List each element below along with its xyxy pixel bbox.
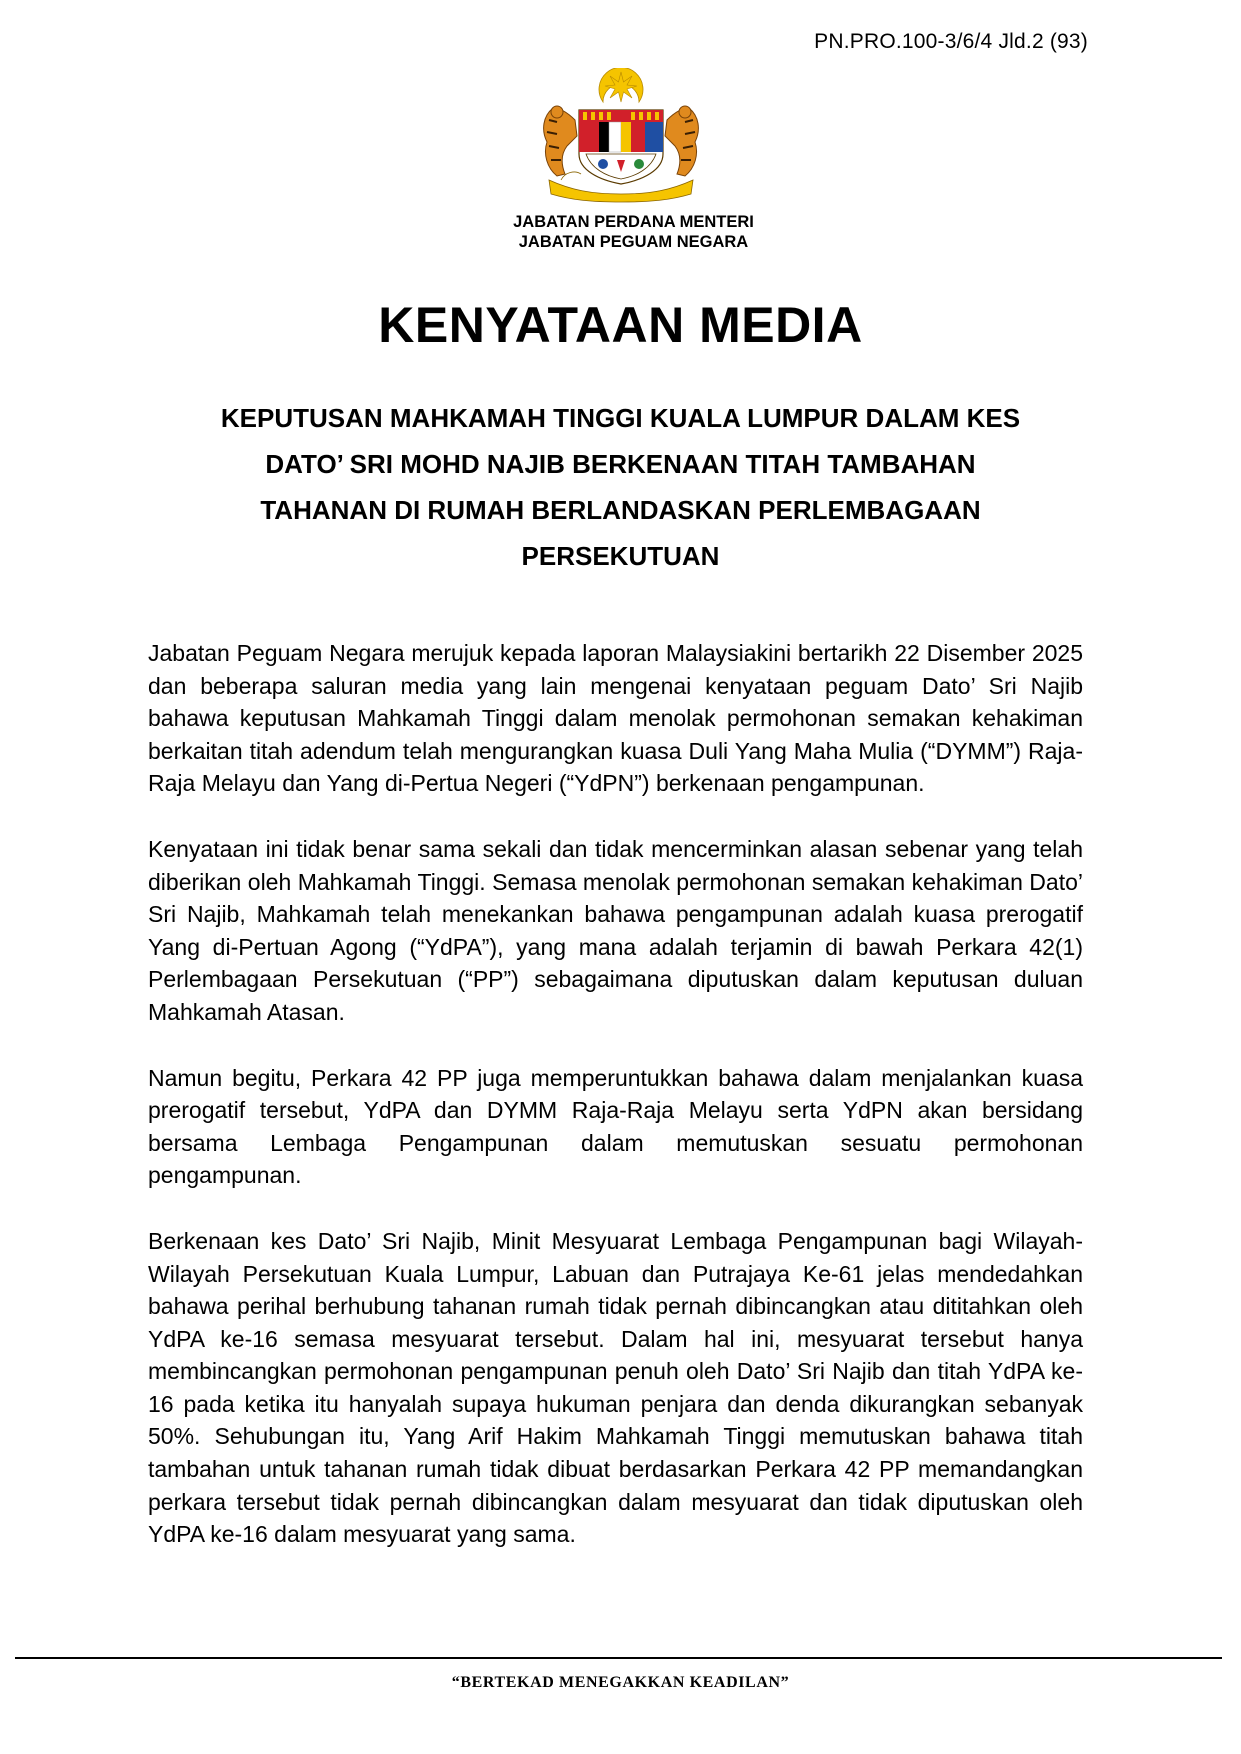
body-paragraph: Namun begitu, Perkara 42 PP juga memperuntukkan bahawa dalam menjalankan kuasa prerogatif tersebut, YdPA dan DYMM Raja-Raja Melayu serta YdPN akan bersidang bersama Lembaga Pengampunan dalam memutuskan sesuatu permohonan pengampunan. xyxy=(148,1064,1083,1189)
coat-of-arms-icon xyxy=(531,68,711,203)
reference-number: PN.PRO.100-3/6/4 Jld.2 (93) xyxy=(814,30,1088,53)
body-paragraph: Kenyataan ini tidak benar sama sekali dan tidak mencerminkan alasan sebenar yang telah diberikan oleh Mahkamah Tinggi. Semasa menolak permohonan semakan kehakiman Dato’ Sri Najib, Mahkamah telah menekankan bahawa pengampunan adalah kuasa prerogatif Yang di-Pertuan Agong (“YdPA”), yang mana adalah terjamin di bawah Perkara 42(1) Perlembagaan Persekutuan (“PP”) sebagaimana diputuskan dalam keputusan duluan Mahkamah Atasan. xyxy=(148,835,1083,1025)
subtitle-line: TAHANAN DI RUMAH BERLANDASKAN PERLEMBAGAAN xyxy=(260,495,981,525)
subtitle-line: DATO’ SRI MOHD NAJIB BERKENAAN TITAH TAMBAHAN xyxy=(265,449,976,479)
document-subtitle xyxy=(150,395,1091,579)
footer-motto: “BERTEKAD MENEGAKKAN KEADILAN” xyxy=(451,1674,790,1691)
document-title: KENYATAAN MEDIA xyxy=(378,297,863,353)
body-paragraph: Berkenaan kes Dato’ Sri Najib, Minit Mesyuarat Lembaga Pengampunan bagi Wilayah-Wilayah Persekutuan Kuala Lumpur, Labuan dan Putrajaya Ke-61 jelas mendedahkan bahawa perihal berhubung tahanan rumah tidak pernah dibincangkan atau dititahkan oleh YdPA ke-16 semasa mesyuarat tersebut. Dalam hal ini, mesyuarat tersebut hanya membincangkan permohonan pengampunan penuh oleh Dato’ Sri Najib dan titah YdPA ke-16 pada ketika itu hanyalah supaya hukuman penjara dan denda dikurangkan sebanyak 50%. Sehubungan itu, Yang Arif Hakim Mahkamah Tinggi memutuskan bahawa titah tambahan untuk tahanan rumah tidak dibuat berdasarkan Perkara 42 PP memandangkan perkara tersebut tidak pernah dibincangkan dalam mesyuarat dan tidak diputuskan oleh YdPA ke-16 dalam mesyuarat yang sama. xyxy=(148,1227,1083,1548)
statement-body xyxy=(148,637,1083,1584)
subtitle-line: PERSEKUTUAN xyxy=(521,541,720,571)
subtitle-line: KEPUTUSAN MAHKAMAH TINGGI KUALA LUMPUR DALAM KES xyxy=(220,403,1021,433)
department-line-agc: JABATAN PEGUAM NEGARA xyxy=(518,233,749,251)
department-line-pm: JABATAN PERDANA MENTERI xyxy=(513,213,754,231)
body-paragraph: Jabatan Peguam Negara merujuk kepada laporan Malaysiakini bertarikh 22 Disember 2025 dan beberapa saluran media yang lain mengenai kenyataan peguam Dato’ Sri Najib bahawa keputusan Mahkamah Tinggi dalam menolak permohonan semakan kehakiman berkaitan titah adendum telah mengurangkan kuasa Duli Yang Maha Mulia (“DYMM”) Raja-Raja Melayu dan Yang di-Pertua Negeri (“YdPN”) berkenaan pengampunan. xyxy=(148,640,1083,797)
department-heading xyxy=(0,212,1241,252)
footer-divider xyxy=(15,1657,1222,1659)
